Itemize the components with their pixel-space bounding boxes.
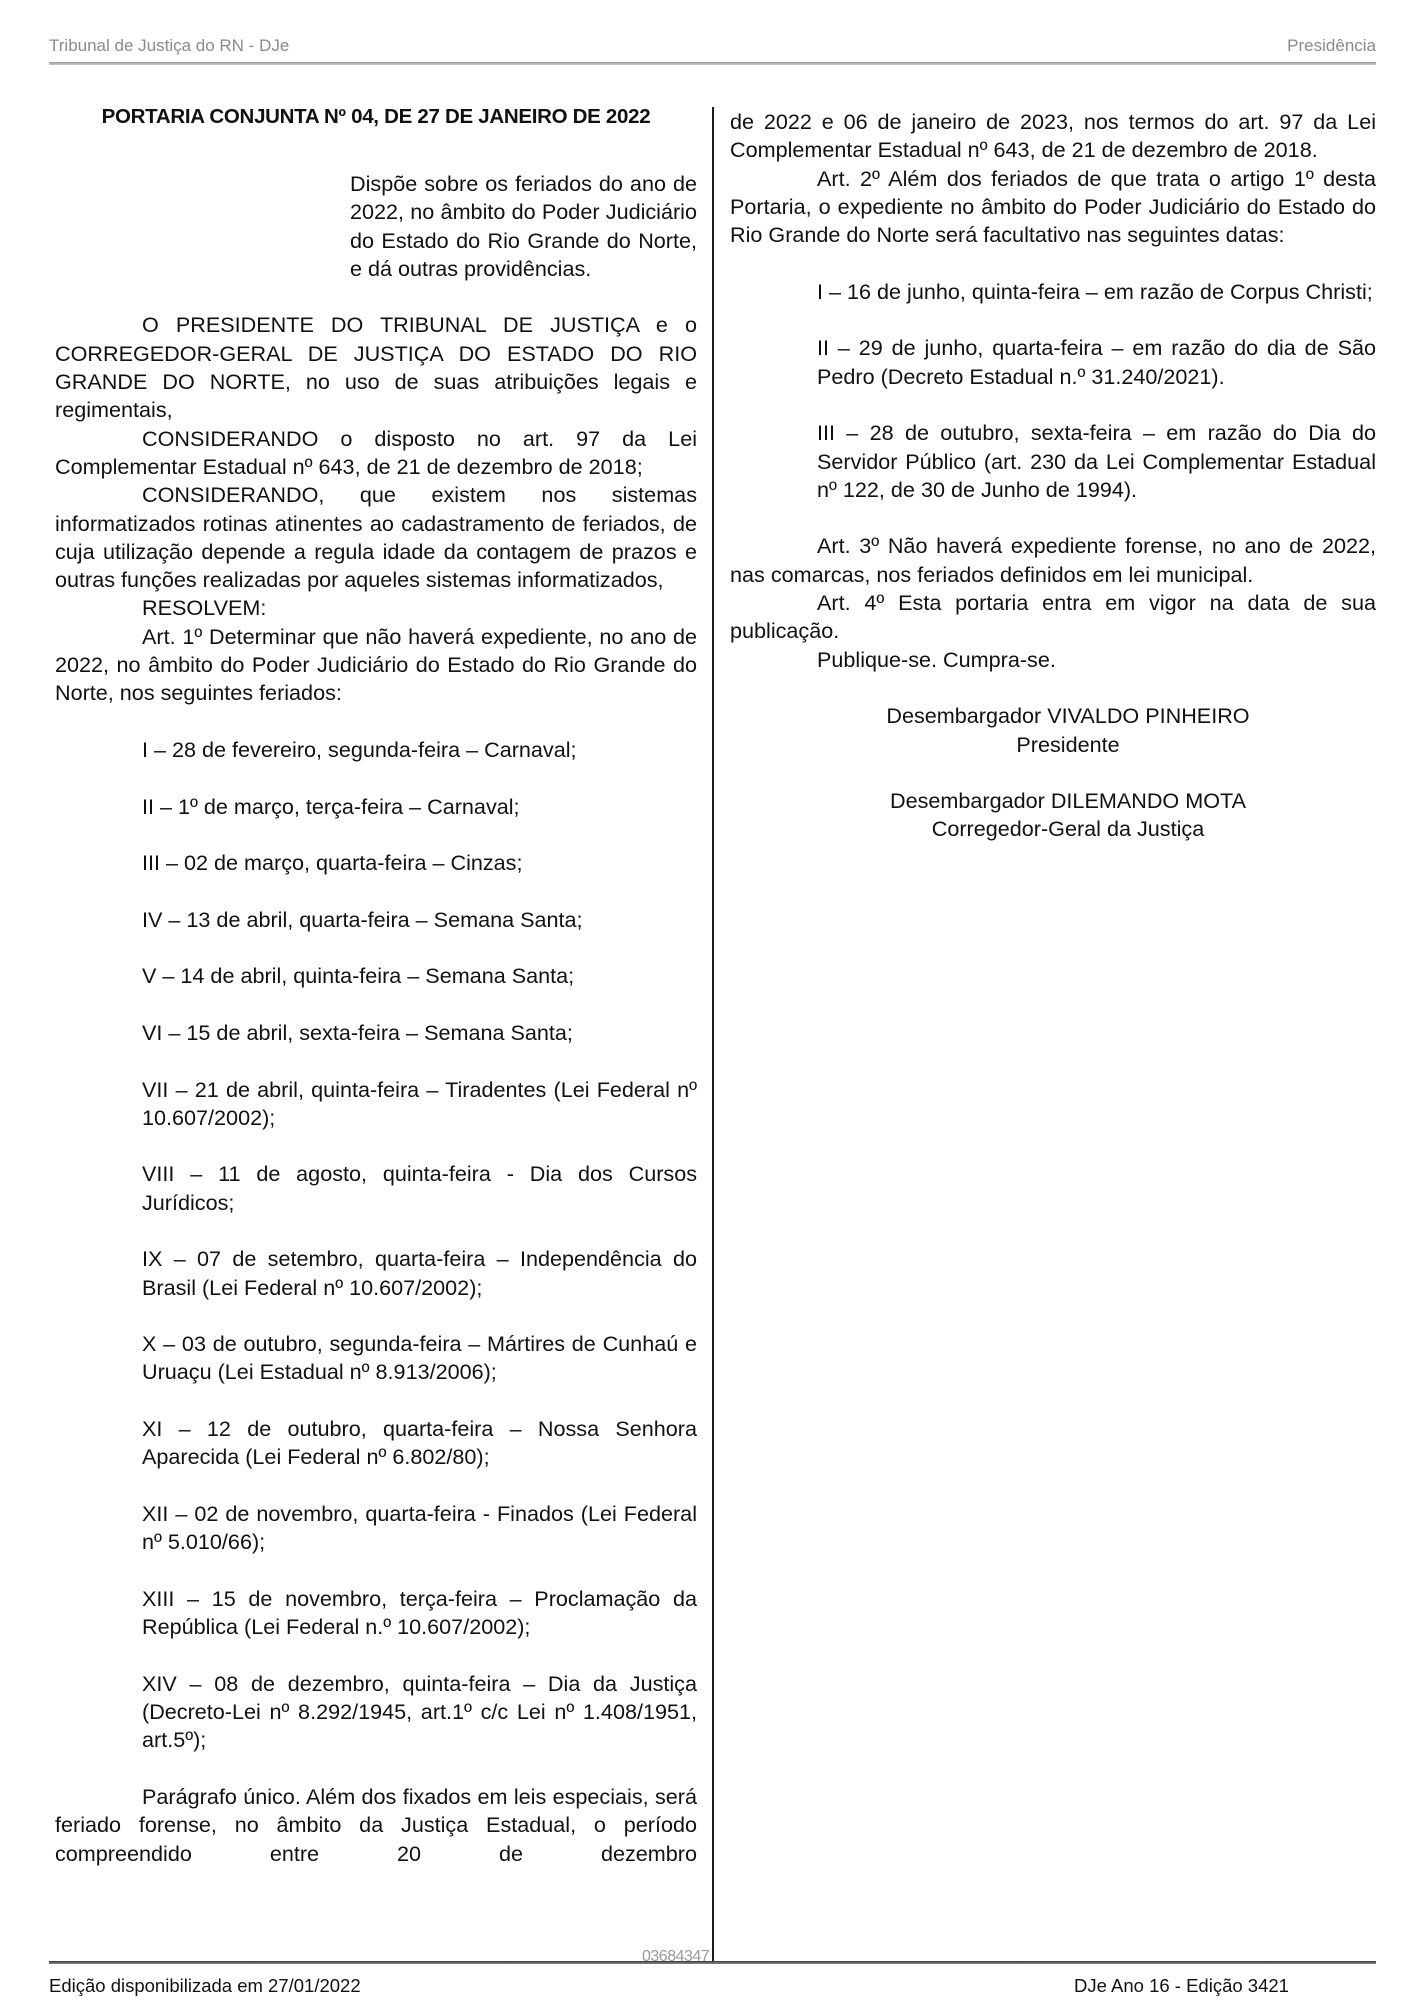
holiday-item: X – 03 de outubro, segunda-feira – Mártires de Cunhaú e Uruaçu (Lei Estadual nº 8.913/2006); — [142, 1331, 697, 1385]
document-title: PORTARIA CONJUNTA Nº 04, DE 27 DE JANEIRO DE 2022 — [101, 105, 651, 128]
article-2-optional-days-list — [817, 278, 1376, 504]
holiday-item: IV – 13 de abril, quarta-feira – Semana Santa; — [142, 906, 583, 932]
header-rule — [49, 62, 1376, 65]
footer-rule — [49, 1961, 1376, 1964]
signer-name: Desembargador DILEMANDO MOTA — [890, 788, 1246, 814]
article-2: Art. 2º Além dos feriados de que trata o artigo 1º desta Portaria, o expediente no âmbito do Poder Judiciário do Estado do Rio Grande do Norte será facultativo nas seguintes datas: — [730, 165, 1376, 248]
holiday-item: VII – 21 de abril, quinta-feira – Tiradentes (Lei Federal nº 10.607/2002); — [142, 1076, 697, 1130]
holiday-item: V – 14 de abril, quinta-feira – Semana Santa; — [142, 963, 575, 989]
running-header-publication: Tribunal de Justiça do RN - DJe — [49, 36, 290, 55]
optional-day-item: II – 29 de junho, quarta-feira – em razão do dia de São Pedro (Decreto Estadual n.º 31.240/2021). — [817, 335, 1376, 389]
article-4: Art. 4º Esta portaria entra em vigor na data de sua publicação. — [730, 590, 1376, 644]
signature-president — [730, 702, 1376, 759]
holiday-item: XI – 12 de outubro, quarta-feira – Nossa Senhora Aparecida (Lei Federal nº 6.802/80); — [142, 1416, 697, 1470]
paragrafo-unico: Parágrafo único. Além dos fixados em leis especiais, será feriado forense, no âmbito da Justiça Estadual, o período compreendido entre 20 de dezembro — [55, 1783, 697, 1866]
optional-day-item: III – 28 de outubro, sexta-feira – em razão do Dia do Servidor Público (art. 230 da Lei Complementar Estadual nº 122, de 30 de Junho de 1994). — [817, 420, 1376, 502]
article-1: Art. 1º Determinar que não haverá expediente, no ano de 2022, no âmbito do Poder Judiciário do Estado do Rio Grande do Norte, nos seguintes feriados: — [55, 623, 697, 706]
signature-corregedor — [730, 787, 1376, 844]
paragrafo-unico-continued: de 2022 e 06 de janeiro de 2023, nos termos do art. 97 da Lei Complementar Estadual nº 643, de 21 de dezembro de 2018. — [730, 109, 1376, 163]
holiday-item: II – 1º de março, terça-feira – Carnaval; — [142, 793, 520, 819]
considerando-2: CONSIDERANDO, que existem nos sistemas informatizados rotinas atinentes ao cadastramento de feriados, de cuja utilização depende a regula idade da contagem de prazos e outras funções realizadas por aqueles sistemas informatizados, — [55, 482, 697, 593]
considerando-1: CONSIDERANDO o disposto no art. 97 da Lei Complementar Estadual nº 643, de 21 de dezembro de 2018; — [55, 425, 697, 479]
left-column — [55, 103, 697, 1868]
signer-name: Desembargador VIVALDO PINHEIRO — [886, 703, 1250, 729]
article-1-holiday-list — [142, 736, 697, 1755]
holiday-item: VIII – 11 de agosto, quinta-feira - Dia dos Cursos Jurídicos; — [142, 1161, 697, 1215]
holiday-item: VI – 15 de abril, sexta-feira – Semana Santa; — [142, 1019, 573, 1045]
right-column — [730, 108, 1376, 844]
holiday-item: XIII – 15 de novembro, terça-feira – Proclamação da República (Lei Federal n.º 10.607/2002); — [142, 1585, 697, 1640]
signer-role: Corregedor-Geral da Justiça — [931, 816, 1205, 842]
column-divider — [712, 107, 714, 1962]
holiday-item: III – 02 de março, quarta-feira – Cinzas; — [142, 850, 523, 876]
ementa: Dispõe sobre os feriados do ano de 2022, no âmbito do Poder Judiciário do Estado do Rio Grande do Norte, e dá outras providências. — [350, 171, 697, 281]
resolvem: RESOLVEM: — [142, 595, 267, 621]
page-code: 03684347 — [642, 1948, 710, 1965]
preamble: O PRESIDENTE DO TRIBUNAL DE JUSTIÇA e o CORREGEDOR-GERAL DE JUSTIÇA DO ESTADO DO RIO GRANDE DO NORTE, no uso de suas atribuições legais e regimentais, — [55, 312, 697, 423]
holiday-item: XII – 02 de novembro, quarta-feira - Finados (Lei Federal nº 5.010/66); — [142, 1500, 697, 1555]
footer-edition-number: DJe Ano 16 - Edição 3421 — [1074, 1975, 1289, 1996]
running-header-section: Presidência — [1287, 36, 1376, 55]
optional-day-item: I – 16 de junho, quinta-feira – em razão de Corpus Christi; — [817, 278, 1373, 304]
holiday-item: XIV – 08 de dezembro, quinta-feira – Dia da Justiça (Decreto-Lei nº 8.292/1945, art.1º c/c Lei nº 1.408/1951, art.5º); — [142, 1670, 697, 1753]
holiday-item: I – 28 de fevereiro, segunda-feira – Carnaval; — [142, 736, 577, 762]
article-3: Art. 3º Não haverá expediente forense, no ano de 2022, nas comarcas, nos feriados definidos em lei municipal. — [730, 533, 1376, 587]
signer-role: Presidente — [1016, 731, 1120, 757]
holiday-item: IX – 07 de setembro, quarta-feira – Independência do Brasil (Lei Federal nº 10.607/2002); — [142, 1246, 697, 1300]
closing-formula: Publique-se. Cumpra-se. — [817, 646, 1056, 672]
footer-edition-date: Edição disponibilizada em 27/01/2022 — [49, 1975, 361, 1996]
